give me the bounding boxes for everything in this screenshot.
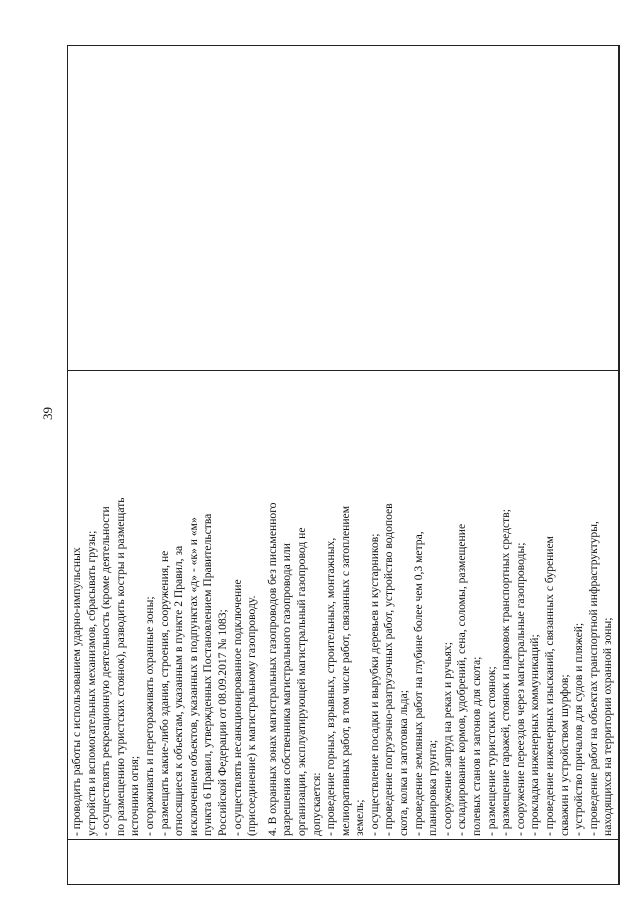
document-table	[67, 45, 620, 885]
text-line: - прокладка инженерных коммуникаций;	[528, 634, 542, 836]
table-row	[618, 46, 619, 885]
text-line: - размещение туристских стоянок;	[484, 666, 498, 836]
text-line: - проводить работы с использованием ударно-импульсных	[70, 547, 83, 836]
text-line: - проведение горных, взрывных, строительных, монтажных,	[324, 537, 338, 836]
text-line: - сооружение переездов через магистральные газопроводы;	[513, 542, 527, 836]
text-line: - огораживать и перегораживать охранные зоны;	[142, 596, 156, 836]
text-line: (присоединение) к магистральному газопроводу.	[245, 595, 259, 836]
text-line: - осуществлять рекреационную деятельность (кроме деятельности	[99, 506, 113, 836]
regulation-text	[68, 371, 618, 839]
table-cell-left	[68, 840, 619, 885]
text-line: - осуществлять несанкционированное подключение	[230, 579, 244, 836]
text-line: - размещать какие-либо здания, строения, сооружения, не	[157, 550, 171, 836]
text-line: устройств и вспомогательных механизмов, сбрасывать грузы;	[84, 530, 98, 836]
table-cell-empty	[618, 371, 619, 840]
text-line: - проведение погрузочно-разгрузочных работ, устройство водопоев	[382, 503, 396, 836]
text-line: земель;	[353, 799, 367, 836]
text-line: - осуществление посадки и вырубки деревьев и кустарников;	[367, 533, 381, 836]
table-cell-text	[68, 371, 619, 840]
text-line: - проведение земляных работ на глубине более чем 0,3 метра,	[411, 531, 425, 836]
text-line: организации, эксплуатирующей магистральный газопровод не	[294, 527, 308, 836]
text-line: - сооружение запруд на реках и ручьях;	[440, 641, 454, 836]
text-line: источники огня;	[128, 755, 142, 836]
table-cell-left	[618, 840, 619, 885]
text-line: - проведение работ на объектах транспортной инфраструктуры,	[586, 521, 600, 836]
text-line: находящихся на территории охранной зоны;	[601, 617, 615, 836]
text-line: относящиеся к объектам, указанным в пункте 2 Правил, за	[172, 545, 186, 836]
text-line: исключением объектов, указанных в подпунктах «д» - «к» и «м»	[186, 517, 200, 836]
table-row	[68, 46, 619, 885]
text-line: - складирование кормов, удобрений, сена, соломы, размещение	[455, 523, 469, 836]
text-line: полевых станов и загонов для скота;	[470, 656, 484, 836]
text-line: мелиоративных работ, в том числе работ, связанных с затоплением	[338, 505, 352, 836]
text-line: - устройство причалов для судов и пляжей;	[572, 622, 586, 836]
text-line: планировка грунта;	[426, 739, 440, 836]
text-line: Российской Федерации от 08.09.2017 № 1083;	[215, 609, 229, 836]
text-line: скота, колка и заготовка льда;	[397, 690, 411, 836]
page-number-wrap	[40, 407, 55, 436]
page-number: 39	[40, 407, 55, 420]
text-line: разрешения собственника магистрального газопровода или	[280, 543, 294, 836]
table-cell-right	[68, 46, 619, 371]
text-line: - проведение инженерных изысканий, связанных с бурением	[543, 536, 556, 836]
text-line: 4. В охранных зонах магистральных газопроводов без письменного	[265, 502, 279, 836]
text-line: допускается:	[309, 772, 323, 836]
text-line: - размещение гаражей, стоянок и парковок транспортных средств;	[499, 509, 513, 836]
text-line: скважин и устройством шурфов;	[557, 674, 571, 836]
text-line: по размещению туристских стоянок), разводить костры и размещать	[113, 497, 127, 836]
table-cell-right	[618, 46, 619, 371]
rotated-table-wrap	[67, 45, 615, 885]
text-line: пункта 6 Правил, утвержденных Постановлением Правительства	[201, 513, 215, 836]
